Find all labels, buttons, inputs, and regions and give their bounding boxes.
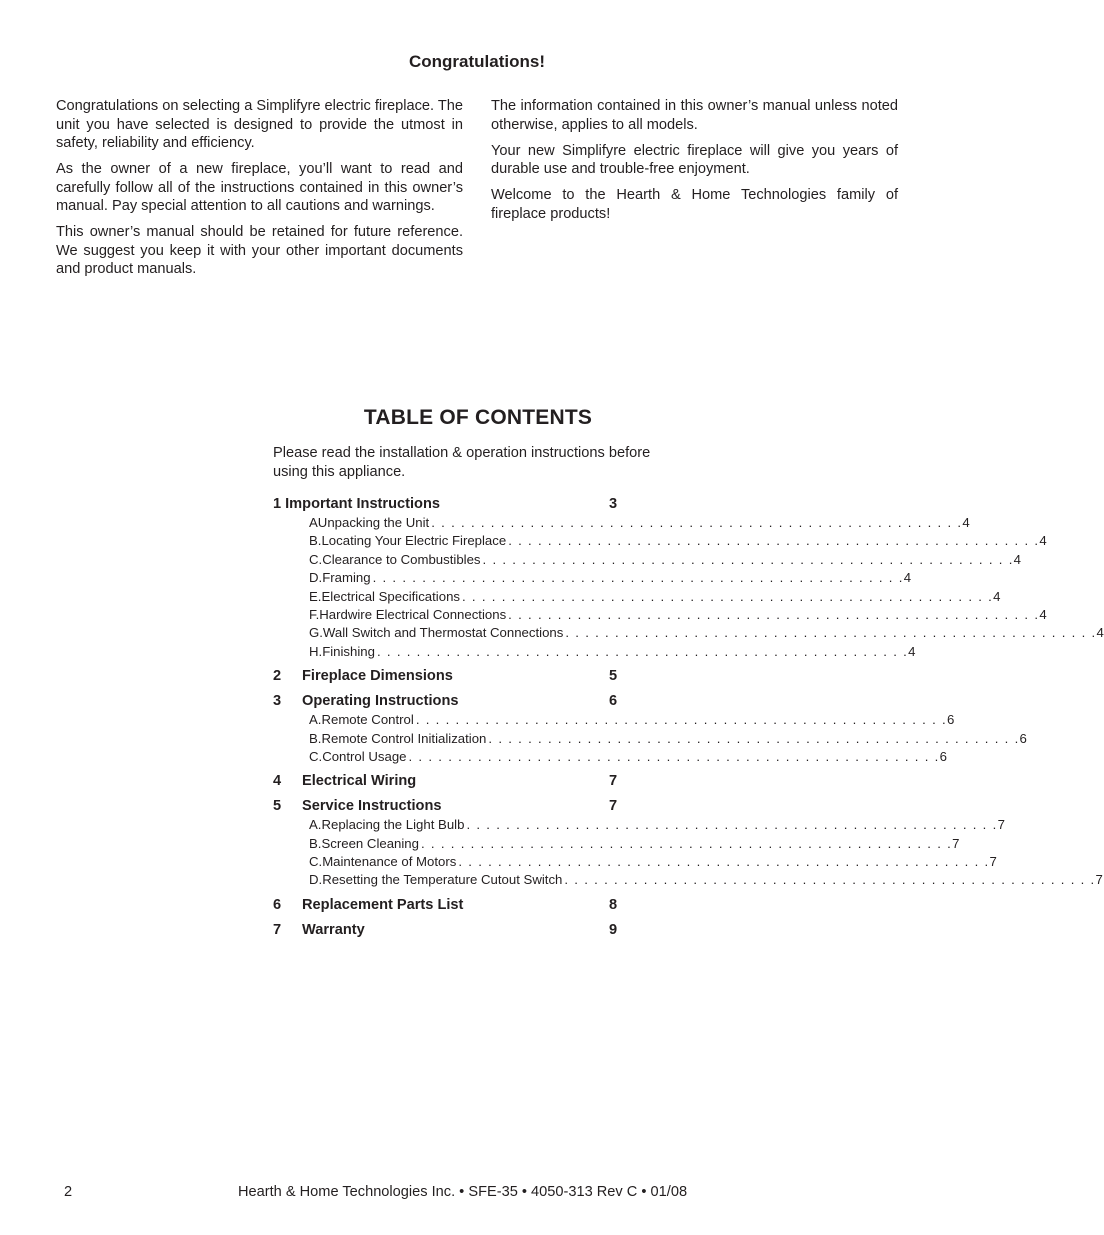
toc-subsection-title-wrap: [321, 835, 952, 853]
toc-subsection-title-wrap: [321, 711, 947, 729]
intro-paragraph: Congratulations on selecting a Simplifyre electric fireplace. The unit you have selected is designed to provide the utmost in safety, reliability and efficiency.: [56, 98, 463, 151]
toc-section-page: 7: [609, 798, 618, 815]
toc-section-title: Operating Instructions: [302, 693, 459, 710]
toc-subsection-page: 4: [1013, 551, 1021, 567]
toc-subsection-letter: B.: [309, 835, 322, 851]
toc-subsection-letter: G.: [309, 625, 323, 641]
toc-subsection-title: Resetting the Temperature Cutout Switch: [322, 872, 563, 888]
toc-section-number: 7: [273, 921, 282, 938]
toc-subsection-title: Electrical Specifications: [321, 588, 460, 604]
toc-subsection-title: Replacing the Light Bulb: [321, 817, 465, 833]
toc-subsection-letter: C.: [309, 551, 323, 567]
toc-section-row[interactable]: [273, 667, 693, 686]
dot-leader: . . . . . . . . . . . . . . . . . . . . . . . . . . . . . . . . . . . . . . . . . . . . . . . . . . . . . .: [458, 854, 990, 870]
toc-subsection-letter: A.: [309, 817, 322, 833]
toc-section-title: Warranty: [302, 921, 365, 938]
toc-subsection-row[interactable]: [273, 569, 912, 587]
dot-leader: . . . . . . . . . . . . . . . . . . . . . . . . . . . . . . . . . . . . . . . . . . . . . . . . . . . . . .: [482, 551, 1014, 567]
toc-subsection-letter: F.: [309, 606, 320, 622]
toc-subsection-title-wrap: [322, 871, 1095, 889]
toc-subsection-title: Locating Your Electric Fireplace: [321, 533, 507, 549]
toc-subsection-page: 4: [1039, 533, 1047, 549]
toc-section-row[interactable]: [273, 896, 693, 915]
toc-section-row[interactable]: [273, 692, 693, 711]
dot-leader: . . . . . . . . . . . . . . . . . . . . . . . . . . . . . . . . . . . . . . . . . . . . . . . . . . . . . .: [415, 712, 947, 728]
toc-subsection-row[interactable]: [273, 624, 1104, 642]
toc-subsection-row[interactable]: [273, 748, 947, 766]
toc-subsection-letter: H.: [309, 643, 323, 659]
toc-section-number: 5: [273, 798, 282, 815]
toc-section-heading: [273, 495, 609, 514]
toc-subsection-title-wrap: [322, 551, 1013, 569]
toc-section-number: 3: [273, 693, 282, 710]
toc-subsection-page: 6: [1019, 730, 1027, 746]
toc-subsection-page: 4: [1039, 606, 1047, 622]
toc-subsection-page: 7: [997, 817, 1005, 833]
toc-subsection-title: Framing: [322, 570, 371, 586]
toc-subsection-title: Hardwire Electrical Connections: [319, 606, 507, 622]
toc-title: TABLE OF CONTENTS: [363, 406, 593, 429]
toc-subsection-page: 4: [908, 643, 916, 659]
toc-subsection-title-wrap: [321, 532, 1039, 550]
toc-section-number: 6: [273, 896, 282, 913]
toc-section-list: [273, 495, 1104, 940]
toc-section-number: 1: [273, 496, 282, 512]
intro-paragraph: Welcome to the Hearth & Home Technologies family of fireplace products!: [491, 187, 898, 222]
toc-section-row[interactable]: [273, 495, 693, 514]
toc-subsection-page: 4: [1096, 625, 1104, 641]
toc-subsection-title-wrap: [323, 624, 1097, 642]
toc-subsection-row[interactable]: [273, 606, 1047, 624]
intro-left-column: [56, 97, 463, 286]
toc-subsection-page: 6: [939, 748, 947, 764]
toc-subsection-title-wrap: [321, 588, 993, 606]
toc-subsection-row[interactable]: [273, 871, 1103, 889]
toc-subsection-row[interactable]: [273, 730, 1027, 748]
dot-leader: . . . . . . . . . . . . . . . . . . . . . . . . . . . . . . . . . . . . . . . . . . . . . . . . . . . . . .: [462, 588, 994, 604]
toc-section-number: 4: [273, 773, 282, 790]
toc-subsection-page: 7: [1095, 872, 1103, 888]
intro-right-column: [491, 97, 898, 231]
toc-subsection-title: Screen Cleaning: [321, 835, 419, 851]
toc-subsection-letter: A: [309, 515, 318, 530]
toc-section-title: Electrical Wiring: [302, 773, 417, 790]
intro-paragraph: Your new Simplifyre electric fireplace will give you years of durable use and trouble-free enjoyment.: [491, 142, 898, 177]
toc-subsection-title: Remote Control: [321, 712, 414, 728]
dot-leader: . . . . . . . . . . . . . . . . . . . . . . . . . . . . . . . . . . . . . . . . . . . . . . . . . . . . . .: [376, 643, 909, 659]
toc-section-page: 7: [609, 773, 618, 790]
toc-section-page: 9: [609, 921, 618, 938]
dot-leader: . . . . . . . . . . . . . . . . . . . . . . . . . . . . . . . . . . . . . . . . . . . . . . . . . . . . . .: [408, 748, 940, 764]
dot-leader: . . . . . . . . . . . . . . . . . . . . . . . . . . . . . . . . . . . . . . . . . . . . . . . . . . . . . .: [508, 606, 1040, 622]
toc-subsection-letter: E.: [309, 588, 322, 604]
toc-section: [273, 772, 693, 791]
toc-subsection-title: Clearance to Combustibles: [322, 551, 481, 567]
toc-section: [273, 896, 693, 915]
toc-section-row[interactable]: [273, 797, 693, 816]
toc-section-title: Service Instructions: [302, 798, 442, 815]
toc-subsection-letter: D.: [309, 570, 323, 586]
dot-leader: . . . . . . . . . . . . . . . . . . . . . . . . . . . . . . . . . . . . . . . . . . . . . . . . . . . . . .: [372, 570, 904, 586]
dot-leader: . . . . . . . . . . . . . . . . . . . . . . . . . . . . . . . . . . . . . . . . . . . . . . . . . . . . . .: [488, 730, 1020, 746]
toc-subsection-letter: A.: [309, 712, 322, 728]
toc-subsection-row[interactable]: [273, 643, 916, 661]
toc-subsection-row[interactable]: [273, 532, 1047, 550]
toc-subsection-page: 4: [903, 570, 912, 586]
dot-leader: . . . . . . . . . . . . . . . . . . . . . . . . . . . . . . . . . . . . . . . . . . . . . . . . . . . . . .: [420, 835, 953, 851]
toc-section-title: Replacement Parts List: [302, 896, 464, 913]
toc-section-page: 8: [609, 896, 618, 913]
toc-subsection-letter: D.: [309, 872, 323, 888]
congratulations-heading: Congratulations!: [409, 52, 545, 71]
dot-leader: . . . . . . . . . . . . . . . . . . . . . . . . . . . . . . . . . . . . . . . . . . . . . . . . . . . . . .: [466, 817, 998, 833]
toc-section-title: Important Instructions: [285, 496, 440, 512]
toc-subsection-title: Wall Switch and Thermostat Connections: [322, 625, 564, 641]
toc-subsection-letter: B.: [309, 730, 322, 746]
toc-subsection-letter: C.: [309, 748, 323, 764]
toc-section-number: 2: [273, 668, 282, 685]
toc-subsection-page: 4: [993, 588, 1001, 604]
dot-leader: . . . . . . . . . . . . . . . . . . . . . . . . . . . . . . . . . . . . . . . . . . . . . . . . . . . . . .: [508, 533, 1040, 549]
toc-subsection-page: 7: [952, 835, 960, 851]
toc-subsection-title-wrap: [321, 730, 1019, 748]
toc-section: [273, 692, 1027, 766]
toc-section-page: 3: [609, 496, 618, 512]
toc-subsection-title-wrap: [321, 816, 997, 834]
toc-subsection-page: 4: [962, 515, 970, 530]
toc-subsection-title: Unpacking the Unit: [317, 515, 430, 530]
dot-leader: . . . . . . . . . . . . . . . . . . . . . . . . . . . . . . . . . . . . . . . . . . . . . . . . . . . . . .: [431, 515, 963, 530]
page-number: 2: [64, 1184, 73, 1200]
toc-subsection-letter: C.: [309, 854, 323, 870]
toc-subsection-row[interactable]: [273, 853, 997, 871]
toc-subsection-title-wrap: [322, 748, 939, 766]
toc-section-page: 6: [609, 693, 618, 710]
toc-subsection-title: Maintenance of Motors: [322, 854, 457, 870]
toc-subsection-title: Remote Control Initialization: [321, 730, 487, 746]
intro-paragraph: This owner’s manual should be retained for future reference. We suggest you keep it with your other important documents and product manuals.: [56, 224, 463, 277]
toc-subsection-row[interactable]: [273, 588, 1001, 606]
intro-paragraph: As the owner of a new fireplace, you’ll want to read and carefully follow all of the instructions contained in this owner’s manual. Pay special attention to all cautions and warnings.: [56, 161, 463, 214]
toc-subsection-row[interactable]: [273, 551, 1021, 569]
toc-subsection-row[interactable]: [273, 835, 960, 853]
toc-subsection-title-wrap: [319, 606, 1039, 624]
toc-subsection-title-wrap: [322, 853, 989, 871]
toc-section: [273, 495, 1104, 661]
toc-subsection-row[interactable]: [273, 514, 970, 532]
toc-subsection-title-wrap: [322, 569, 904, 587]
footer-text: Hearth & Home Technologies Inc. • SFE-35 • 4050-313 Rev C • 01/08: [238, 1184, 688, 1200]
intro-paragraph: The information contained in this owner’s manual unless noted otherwise, applies to all models.: [491, 98, 898, 133]
toc-section-title: Fireplace Dimensions: [302, 668, 453, 685]
toc-section-row[interactable]: [273, 921, 693, 940]
toc-subsection-title: Finishing: [322, 643, 375, 659]
toc-subsection-row[interactable]: [273, 816, 1005, 834]
toc-subsection-page: 7: [989, 854, 997, 870]
toc-intro: Please read the installation & operation instructions before using this appliance.: [273, 445, 651, 480]
toc-section: [273, 921, 693, 940]
toc-section: [273, 667, 693, 686]
table-of-contents: [273, 406, 1104, 946]
toc-subsection-title: Control Usage: [322, 748, 407, 764]
toc-section: [273, 797, 1103, 890]
toc-subsection-title-wrap: [322, 643, 908, 661]
toc-subsection-page: 6: [946, 712, 955, 728]
toc-section-page: 5: [609, 668, 618, 685]
dot-leader: . . . . . . . . . . . . . . . . . . . . . . . . . . . . . . . . . . . . . . . . . . . . . . . . . . . . . .: [564, 872, 1096, 888]
toc-subsection-letter: B.: [309, 533, 322, 549]
toc-section-row[interactable]: [273, 772, 693, 791]
dot-leader: . . . . . . . . . . . . . . . . . . . . . . . . . . . . . . . . . . . . . . . . . . . . . . . . . . . . . .: [565, 625, 1097, 641]
toc-subsection-row[interactable]: [273, 711, 955, 729]
toc-subsection-title-wrap: [318, 514, 963, 532]
